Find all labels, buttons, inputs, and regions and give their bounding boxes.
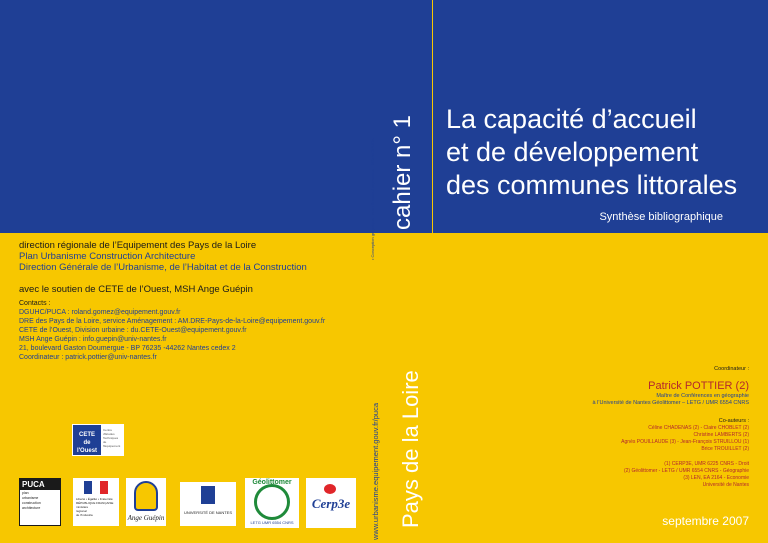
coauthor-line: Agnès POUILLAUDE (3) - Jean-François STRUILLOU (1)	[621, 439, 749, 445]
cerp3e-logo: Cerp3e	[306, 478, 356, 528]
republique-logo: Liberté • Égalité • Fraternité RÉPUBLIQUE FRANÇAISE ministère régional de l'Industrie	[73, 478, 119, 526]
coordinator-label: Coordinateur :	[714, 366, 749, 372]
geolittomer-circle-icon	[254, 484, 290, 520]
cete-logo-mark: CETE de l'Ouest	[73, 425, 101, 455]
lab-line: (1) CERP3E, UMR 6225 CNRS - Droit	[664, 461, 749, 467]
publication-date: septembre 2007	[662, 514, 749, 528]
contact-line: CETE de l’Ouest, Division urbaine : du.CETE-Ouest@equipement.gouv.fr	[19, 327, 247, 334]
lab-line: Université de Nantes	[702, 482, 749, 488]
cete-logo	[72, 424, 124, 456]
title-line-3: des communes littorales	[446, 170, 738, 200]
cete-logo-text: Centre d'Etudes Techniques de l'Equipement	[103, 428, 121, 448]
contacts-block	[19, 299, 325, 362]
region-name: Pays de la Loire	[398, 370, 423, 528]
title-line-2: et de développement	[446, 137, 699, 167]
ange-guepin-icon	[134, 481, 158, 511]
affiliation-line: à l’Université de Nantes Géolittomer – LETG / UMR 6554 CNRS	[592, 400, 749, 406]
document-title	[446, 103, 737, 202]
geolittomer-logo: Géolittomer LETG UMR 6554 CNRS	[245, 478, 299, 528]
coordinator-affiliation	[592, 393, 749, 407]
publisher-line-3: Direction Générale de l’Urbanisme, de l’Habitat et de la Construction	[19, 262, 307, 273]
coordinator-name: Patrick POTTIER (2)	[648, 380, 749, 392]
publisher-line-2: Plan Urbanisme Construction Architecture	[19, 251, 196, 262]
coauthor-line: Céline CHADENAS (2) - Claire CHOBLET (2)	[648, 425, 749, 431]
coauthors-label: Co-auteurs :	[718, 418, 749, 424]
contacts-label: Contacts :	[19, 300, 51, 307]
puca-logo: PUCA plan urbanisme construction architecture	[19, 478, 61, 526]
cahier-number: cahier n° 1	[389, 115, 416, 230]
coauthor-line: Christine LAMBERTS (2)	[693, 432, 749, 438]
contact-line: Coordinateur : patrick.pottier@univ-nantes.fr	[19, 354, 157, 361]
document-subtitle: Synthèse bibliographique	[599, 211, 723, 223]
contact-line: DRE des Pays de la Loire, service Aménagement : AM.DRE-Pays-de-la-Loire@equipement.gouv.fr	[19, 318, 326, 325]
lab-affiliations	[624, 461, 749, 489]
title-line-1: La capacité d’accueil	[446, 104, 697, 134]
support-line: avec le soutien de CETE de l’Ouest, MSH Ange Guépin	[19, 284, 253, 295]
affiliation-line: Maître de Conférences en géographie	[656, 393, 749, 399]
french-flag-icon	[84, 481, 108, 494]
universite-nantes-logo: UNIVERSITÉ DE NANTES	[180, 482, 236, 526]
website-url: www.urbanisme.equipement.gouv.fr/puca	[371, 402, 380, 540]
contact-line: MSH Ange Guépin : info.guepin@univ-nantes.fr	[19, 336, 167, 343]
lab-line: (3) LEN, EA 2164 - Economie	[683, 475, 749, 481]
cerp3e-mark-icon	[324, 484, 336, 494]
coauthors-list	[621, 425, 749, 453]
contact-line: 21, boulevard Gaston Doumergue - BP 76235 -44262 Nantes cedex 2	[19, 345, 236, 352]
contact-line: DGUHC/PUCA : roland.gomez@equipement.gouv.fr	[19, 309, 181, 316]
design-credit: • Conception graphique : Alain Rousse / Impression : DGUHC/PUCA	[370, 138, 375, 260]
divider-line	[432, 0, 433, 233]
ange-guepin-logo: Ange Guépin	[126, 478, 166, 526]
lab-line: (2) Géolittomer - LETG / UMR 6554 CNRS - Géographie	[623, 468, 749, 474]
publisher-block	[19, 240, 307, 273]
coauthor-line: Brice TROUILLET (2)	[701, 446, 749, 452]
publisher-line-1: direction régionale de l’Equipement des Pays de la Loire	[19, 240, 257, 251]
university-icon	[201, 486, 215, 504]
